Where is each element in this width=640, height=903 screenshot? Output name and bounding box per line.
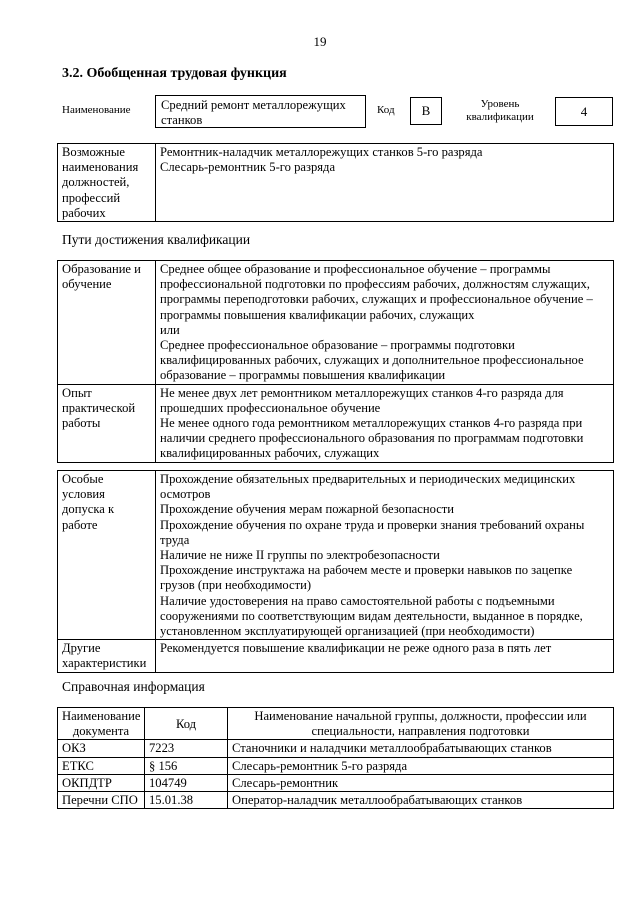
- table-row: [58, 640, 614, 672]
- table-row: [58, 384, 614, 462]
- conditions-label: Особые условия допуска к работе: [58, 471, 156, 640]
- other-label: Другие характеристики: [58, 640, 156, 672]
- name-value-line: станков: [161, 113, 203, 128]
- code-label: Код: [377, 104, 395, 116]
- education-label: Образование и обучение: [58, 261, 156, 385]
- table-row: [58, 471, 614, 640]
- level-value: 4: [555, 97, 613, 126]
- ref-header-doc: Наименование документа: [58, 708, 145, 740]
- conditions-table: [57, 470, 614, 673]
- positions-label: Возможные наименования должностей, профессий рабочих: [58, 144, 156, 222]
- experience-value: Не менее двух лет ремонтником металлорежущих станков 4-го разряда для прошедших профессиональное обучение Не менее одного года ремонтником металлорежущих станков 4-го разряда при наличии среднего профессионального образования по программам подготовки квалифицированных рабочих, служащих: [156, 384, 614, 462]
- table-header-row: [58, 708, 614, 740]
- section-title: 3.2. Обобщенная трудовая функция: [62, 66, 287, 81]
- name-value-box: [155, 95, 366, 128]
- positions-value: Ремонтник-наладчик металлорежущих станков 5-го разряда Слесарь-ремонтник 5-го разряда: [156, 144, 614, 222]
- ref-heading: Справочная информация: [62, 679, 205, 694]
- table-row: ОКЗ 7223 Станочники и наладчики металлообрабатывающих станков: [58, 740, 614, 757]
- other-value: Рекомендуется повышение квалификации не реже одного раза в пять лет: [156, 640, 614, 672]
- table-row: [58, 261, 614, 385]
- paths-table: [57, 260, 614, 463]
- page-number: 19: [313, 34, 327, 49]
- table-row: Перечни СПО 15.01.38 Оператор-наладчик металлообрабатывающих станков: [58, 792, 614, 809]
- name-label: Наименование: [62, 104, 131, 116]
- name-value-line: Средний ремонт металлорежущих: [161, 98, 346, 112]
- level-label: Уровень квалификации: [466, 98, 534, 123]
- ref-table: [57, 707, 614, 809]
- education-value: Среднее общее образование и профессиональное обучение – программы профессиональной подготовки по профессиям рабочих, должностям служащих, программы переподготовки рабочих, служащих и профессиональное обучение – программы повышения квалификации рабочих, служащих или Среднее профессиональное образование – программы подготовки квалифицированных рабочих, служащих и дополнительное профессиональное образование – программы повышения квалификации: [156, 261, 614, 385]
- positions-table: [57, 143, 614, 222]
- conditions-value: Прохождение обязательных предварительных и периодических медицинских осмотров Прохождение обучения мерам пожарной безопасности Прохождение обучения по охране труда и проверки знания требований охраны труда Наличие не ниже II группы по электробезопасности Прохождение инструктажа на рабочем месте и проверки навыков по зацепке грузов (при необходимости) Наличие удостоверения на право самостоятельной работы с подъемными сооружениями по соответствующим видам деятельности, выданное в порядке, установленном эксплуатирующей организацией (при необходимости): [156, 471, 614, 640]
- paths-heading: Пути достижения квалификации: [62, 232, 251, 247]
- ref-header-name: Наименование начальной группы, должности, профессии или специальности, направления подготовки: [228, 708, 614, 740]
- table-row: ЕТКС § 156 Слесарь-ремонтник 5-го разряда: [58, 757, 614, 774]
- code-value: B: [410, 97, 442, 125]
- experience-label: Опыт практической работы: [58, 384, 156, 462]
- table-row: ОКПДТР 104749 Слесарь-ремонтник: [58, 774, 614, 791]
- ref-header-code: Код: [145, 708, 228, 740]
